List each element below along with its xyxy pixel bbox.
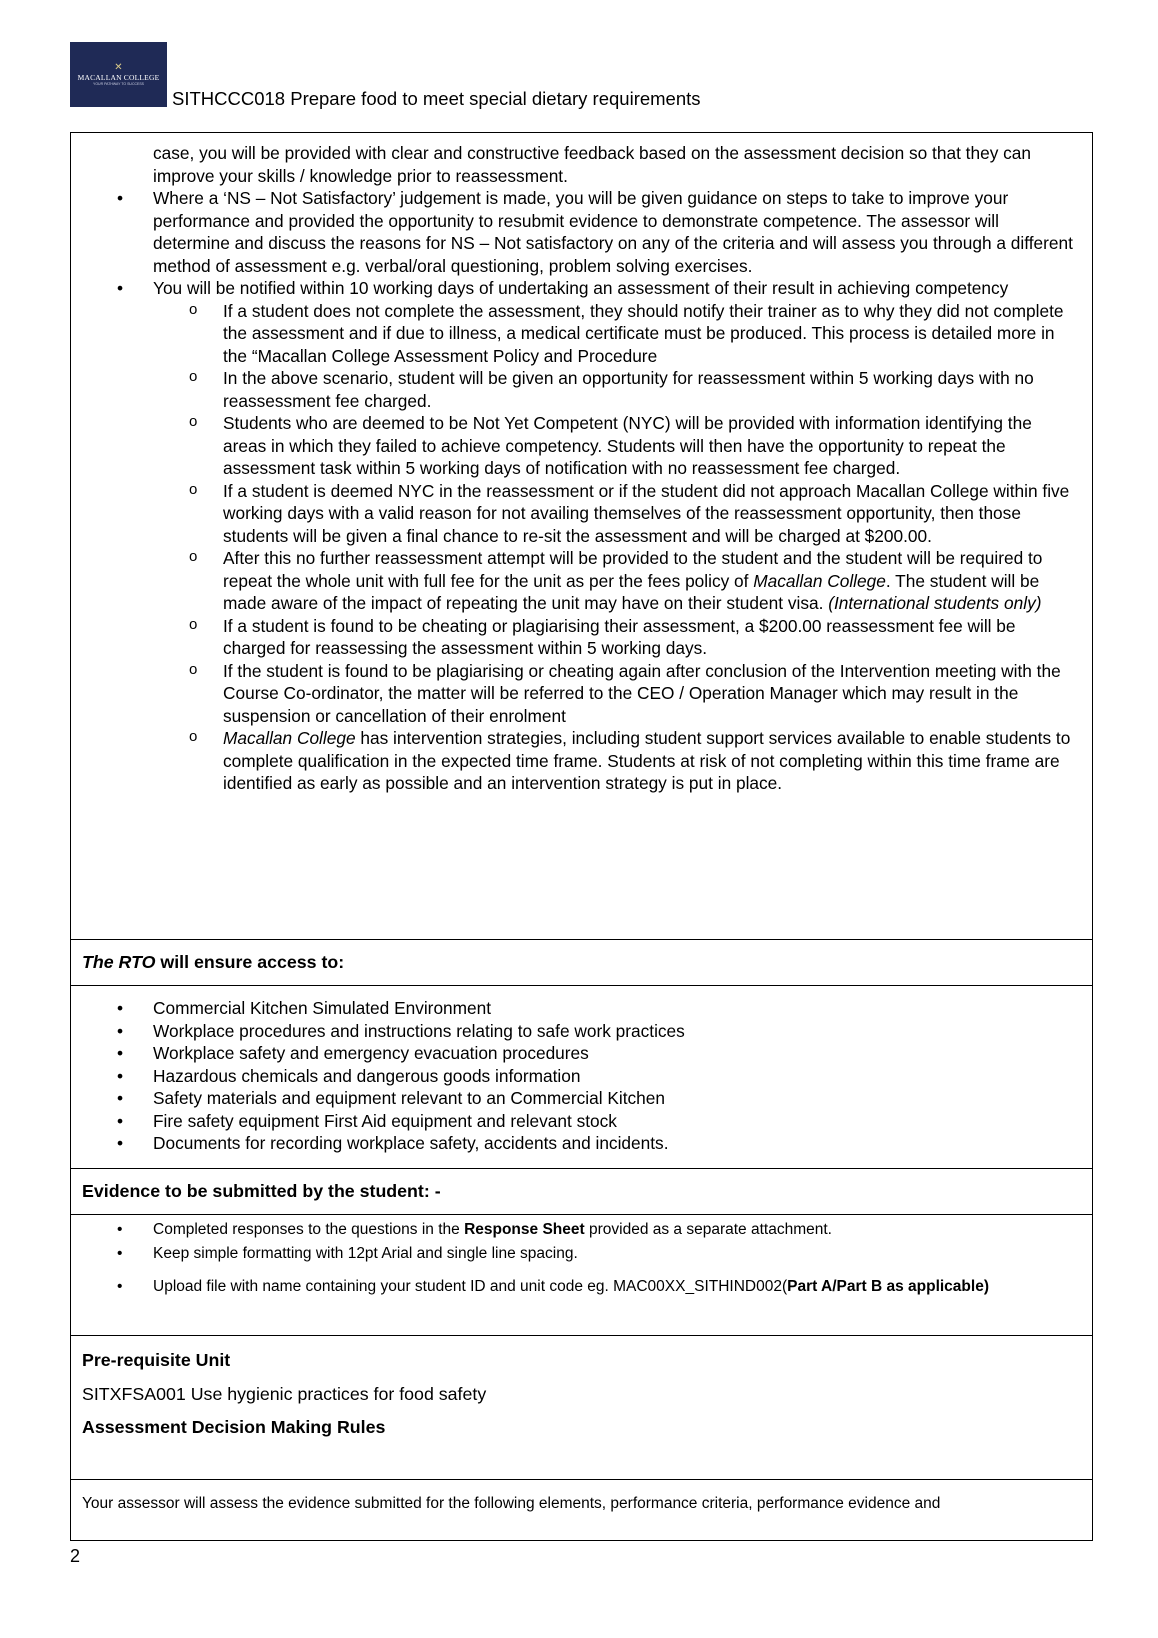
- list-item: • Upload file with name containing your student ID and unit code eg. MAC00XX_SITHIND002(Part A/Part B as applicable): [71, 1275, 1092, 1299]
- list-item: • Documents for recording workplace safety, accidents and incidents.: [117, 1133, 669, 1153]
- document-title: SITHCCC018 Prepare food to meet special dietary requirements: [172, 88, 701, 109]
- sub-list-item: o Students who are deemed to be Not Yet Competent (NYC) will be provided with information identifying the areas in which they failed to achieve competency. Students will then have the opportunity to repeat the assessment task within 5 working days of notification with no reassessment fee charged.: [189, 413, 1032, 478]
- circle-bullet-icon: o: [189, 480, 198, 498]
- sub-list-item: o If a student does not complete the assessment, they should notify their trainer as to why they did not complete the assessment and if due to illness, a medical certificate must be produced. This process is detailed more in the “Macallan College Assessment Policy and Procedure: [189, 300, 1064, 366]
- list-item: • Workplace safety and emergency evacuation procedures: [117, 1043, 589, 1063]
- bullet-icon: •: [117, 1245, 123, 1262]
- rto-heading: The RTO will ensure access to:: [71, 939, 1092, 985]
- bullet-icon: •: [117, 1043, 124, 1063]
- list-item: • Completed responses to the questions in the Response Sheet provided as a separate attachment.: [71, 1218, 1092, 1242]
- circle-bullet-icon: o: [189, 300, 198, 318]
- bullet-icon: •: [117, 1278, 123, 1295]
- evidence-list: [71, 1214, 1092, 1335]
- bullet-icon: •: [117, 188, 124, 208]
- prerequisite-heading: Pre-requisite Unit: [82, 1350, 231, 1370]
- list-item: • Hazardous chemicals and dangerous goods information: [117, 1065, 581, 1086]
- circle-bullet-icon: o: [189, 548, 198, 565]
- prerequisite-unit: SITXFSA001 Use hygienic practices for food safety: [82, 1384, 487, 1404]
- evidence-heading: Evidence to be submitted by the student: -: [71, 1168, 1092, 1214]
- sub-list-item: o After this no further reassessment attempt will be provided to the student and the student will be required to repeat the whole unit with full fee for the unit as per the fees policy of Macallan College. The student will be made aware of the impact of repeating the unit may have on their student visa. (International students only): [189, 548, 1043, 613]
- logo-tagline: YOUR PATHWAY TO SUCCESS: [92, 81, 145, 86]
- bullet-icon: •: [117, 998, 124, 1018]
- sub-list-item: o In the above scenario, student will be given an opportunity for reassessment within 5 working days with no reassessment fee charged.: [189, 368, 1034, 411]
- bullet-icon: •: [117, 1065, 124, 1086]
- sub-list-item: o If a student is found to be cheating or plagiarising their assessment, a $200.00 reassessment fee will be charged for reassessing the assessment within 5 working days.: [189, 615, 1016, 658]
- list-item: • Workplace procedures and instructions relating to safe work practices: [117, 1020, 685, 1041]
- assessor-text: Your assessor will assess the evidence submitted for the following elements, performance criteria, performance evidence and: [71, 1479, 1092, 1541]
- list-item: • Safety materials and equipment relevant to an Commercial Kitchen: [117, 1088, 665, 1108]
- circle-bullet-icon: o: [189, 615, 198, 633]
- circle-bullet-icon: o: [189, 728, 198, 745]
- list-item: • Commercial Kitchen Simulated Environment: [117, 998, 492, 1018]
- bullet-icon: •: [117, 1020, 124, 1041]
- college-logo: [70, 42, 167, 107]
- page-number: 2: [70, 1546, 81, 1566]
- list-item: • Where a ‘NS – Not Satisfactory’ judgement is made, you will be given guidance on steps to take to improve your performance and provided the opportunity to resubmit evidence to demonstrate competence. The assessor will determine and discuss the reasons for NS – Not satisfactory on any of the criteria and will assess you through a different method of assessment e.g. verbal/oral questioning, problem solving exercises.: [117, 188, 1073, 276]
- continued-text: case, you will be provided with clear and constructive feedback based on the assessment decision so that they can improve your skills / knowledge prior to reassessment.: [153, 143, 1032, 186]
- bullet-icon: •: [117, 1221, 123, 1238]
- circle-bullet-icon: o: [189, 368, 198, 385]
- crest-icon: ✕: [114, 61, 123, 73]
- rto-access-list: [71, 985, 1092, 1168]
- bullet-icon: •: [117, 1133, 124, 1153]
- sub-list-item: o If a student is deemed NYC in the reassessment or if the student did not approach Macallan College within five working days with a valid reason for not availing themselves of the reassessment opportunity, then those students will be given a final chance to re-sit the assessment and will be charged at $200.00.: [189, 480, 1070, 546]
- circle-bullet-icon: o: [189, 413, 198, 430]
- list-item: • Fire safety equipment First Aid equipment and relevant stock: [117, 1110, 617, 1131]
- bullet-icon: •: [117, 1088, 124, 1108]
- content-table: [70, 132, 1093, 1541]
- assessment-rules-section: [71, 142, 1092, 795]
- prerequisite-section: [71, 1335, 1092, 1479]
- circle-bullet-icon: o: [189, 660, 198, 678]
- decision-rules-heading: Assessment Decision Making Rules: [82, 1417, 386, 1437]
- sub-list-item: o Macallan College has intervention strategies, including student support services available to enable students to complete qualification in the expected time frame. Students at risk of not completing within this time frame are identified as early as possible and an intervention strategy is put in place.: [189, 728, 1071, 793]
- bullet-icon: •: [117, 1110, 124, 1131]
- logo-name: MACALLAN COLLEGE: [77, 72, 160, 82]
- list-item: • Keep simple formatting with 12pt Arial and single line spacing.: [71, 1242, 1092, 1266]
- list-item: • You will be notified within 10 working days of undertaking an assessment of their result in achieving competency: [117, 278, 1009, 298]
- bullet-icon: •: [117, 278, 124, 298]
- sub-list-item: o If the student is found to be plagiarising or cheating again after conclusion of the Intervention meeting with the Course Co-ordinator, the matter will be referred to the CEO / Operation Manager which may result in the suspension or cancellation of their enrolment: [189, 660, 1061, 726]
